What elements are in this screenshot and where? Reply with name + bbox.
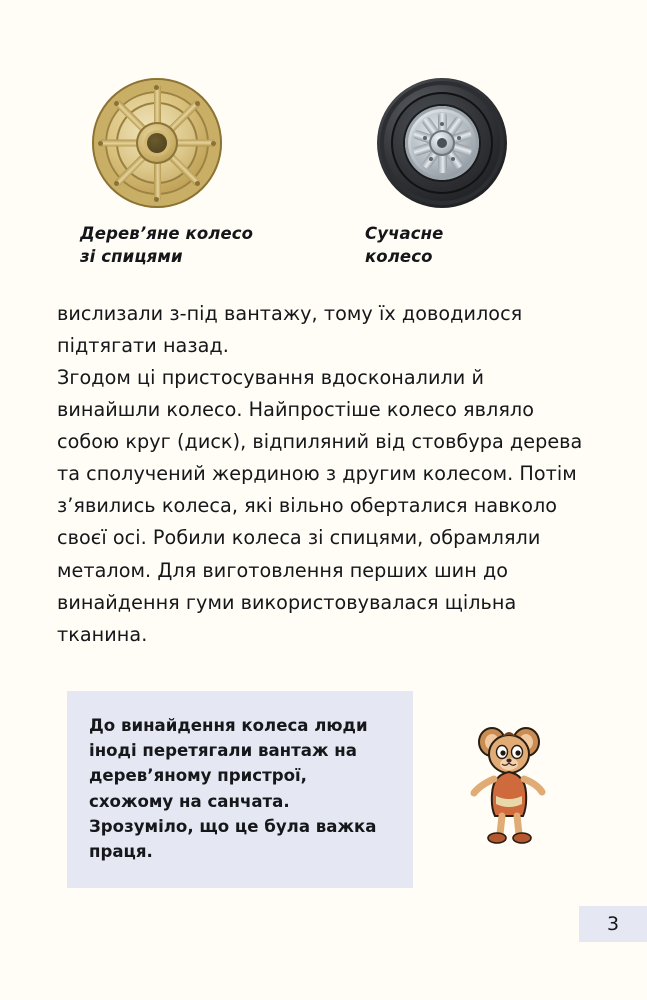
cartoon-mouse-character-icon	[468, 722, 550, 850]
figure-wooden-wheel	[80, 78, 365, 269]
body-paragraph-1: вислизали з-під вантажу, тому їх доводилося підтягати назад.	[57, 302, 523, 358]
figure-caption-line1: Сучасне	[365, 224, 444, 243]
callout-paragraph-2: Зрозуміло, що це була важка праця.	[89, 816, 377, 862]
figure-caption-line2: зі спицями	[80, 247, 183, 267]
body-paragraph-2: Згодом ці пристосування вдосконалили й винайшли колесо. Найпростіше колесо являло собою круг (диск), відпиляний від стовбура дерева та сполучений жердиною з другим колесом. Потім з’явились колеса, які вільно оберталися навколо своєї осі. Робили колеса зі спицями, обрамляли металом. Для виготовлення перших шин до винайдення гуми використовувалася щільна тканина.	[57, 366, 583, 646]
illustrations-row	[0, 78, 647, 269]
page-number: 3	[579, 906, 647, 942]
figure-modern-wheel	[365, 78, 645, 269]
figure-caption	[365, 222, 443, 269]
callout-box	[67, 691, 413, 888]
figure-caption	[80, 222, 253, 269]
body-text	[57, 298, 591, 651]
modern-car-wheel-icon	[377, 78, 507, 208]
wooden-spoked-wheel-icon	[92, 78, 222, 208]
callout-paragraph-1: До винайдення колеса люди іноді перетягали вантаж на дерев’яному пристрої, схожому на санчата.	[89, 716, 368, 811]
figure-caption-line1: Дерев’яне колесо	[80, 224, 254, 243]
figure-caption-line2: колесо	[365, 247, 433, 267]
